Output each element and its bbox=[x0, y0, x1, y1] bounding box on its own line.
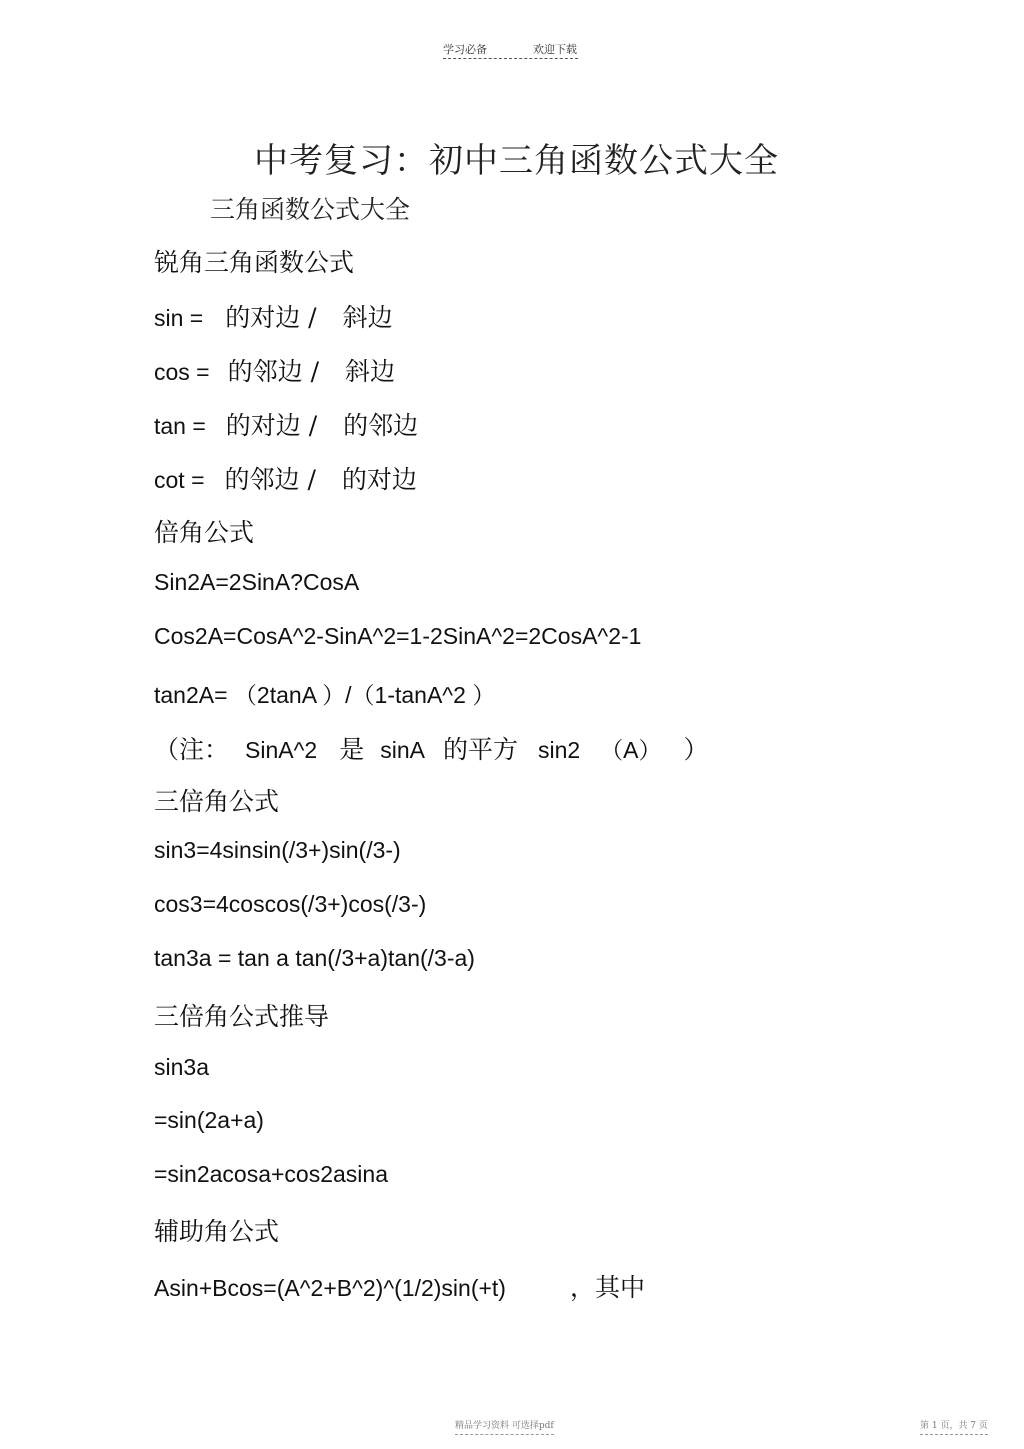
acute-ratio-a: 的邻边 / bbox=[224, 465, 316, 494]
page-header bbox=[443, 41, 578, 61]
footer-right-rule bbox=[920, 1434, 988, 1435]
page-subtitle: 三角函数公式大全 bbox=[210, 195, 411, 224]
note-term-b: sinA bbox=[380, 737, 425, 763]
double-angle-note bbox=[154, 730, 709, 766]
auxiliary-tail: ，其中 bbox=[569, 1273, 645, 1302]
note-term-d: （A） bbox=[600, 737, 662, 763]
page-title: 中考复习：初中三角函数公式大全 bbox=[254, 141, 779, 181]
formula-auxiliary bbox=[154, 1268, 645, 1304]
formula-cos3: cos3=4coscos(/3+)cos(/3-) bbox=[154, 891, 427, 917]
section-heading-acute: 锐角三角函数公式 bbox=[154, 248, 355, 277]
section-heading-derivation: 三倍角公式推导 bbox=[154, 1002, 330, 1031]
acute-fn: sin = bbox=[154, 305, 204, 331]
footer-left-rule bbox=[455, 1434, 554, 1435]
acute-row-cot bbox=[154, 460, 417, 496]
acute-ratio-b: 斜边 bbox=[342, 303, 393, 332]
note-term-c: sin2 bbox=[537, 737, 581, 763]
section-heading-double: 倍角公式 bbox=[154, 518, 255, 547]
acute-fn: cot = bbox=[154, 467, 205, 493]
formula-cos2a: Cos2A=CosA^2-SinA^2=1-2SinA^2=2CosA^2-1 bbox=[154, 623, 642, 649]
formula-sin2a: Sin2A=2SinA?CosA bbox=[154, 569, 360, 595]
note-open: （注： bbox=[154, 735, 230, 764]
footer-page-number: 第 1 页，共 7 页 bbox=[920, 1421, 988, 1431]
footer-right bbox=[920, 1418, 988, 1435]
acute-ratio-a: 的对边 / bbox=[225, 411, 318, 440]
acute-row-sin bbox=[154, 298, 393, 334]
derivation-step-3: =sin2acosa+cos2asina bbox=[154, 1161, 388, 1187]
note-term-a: SinA^2 bbox=[245, 737, 318, 763]
acute-fn: tan = bbox=[154, 413, 206, 439]
derivation-step-2: =sin(2a+a) bbox=[154, 1107, 264, 1133]
auxiliary-formula: Asin+Bcos=(A^2+B^2)^(1/2)sin(+t) bbox=[154, 1275, 506, 1301]
acute-ratio-b: 的对边 bbox=[341, 465, 417, 494]
note-close: ） bbox=[683, 735, 709, 764]
note-is: 是 bbox=[339, 735, 365, 764]
derivation-step-1: sin3a bbox=[154, 1054, 209, 1080]
header-left-text: 学习必备 bbox=[443, 43, 487, 56]
footer-left bbox=[455, 1418, 554, 1435]
formula-tan2a: tan2A= （2tanA ）/（1-tanA^2 ） bbox=[154, 682, 496, 708]
formula-sin3: sin3=4sinsin(/3+)sin(/3-) bbox=[154, 837, 401, 863]
header-right-text: 欢迎下载 bbox=[533, 43, 577, 56]
acute-row-cos bbox=[154, 352, 395, 388]
section-heading-auxiliary: 辅助角公式 bbox=[154, 1217, 280, 1246]
header-dashed-rule bbox=[443, 58, 578, 59]
acute-ratio-a: 的对边 / bbox=[225, 303, 317, 332]
formula-tan3a: tan3a = tan a tan(/3+a)tan(/3-a) bbox=[154, 945, 475, 971]
acute-ratio-b: 的邻边 bbox=[343, 411, 419, 440]
footer-left-text: 精品学习资料 可选择pdf bbox=[455, 1421, 554, 1431]
section-heading-triple: 三倍角公式 bbox=[154, 787, 280, 816]
acute-ratio-b: 斜边 bbox=[345, 357, 396, 386]
acute-row-tan bbox=[154, 406, 418, 442]
acute-fn: cos = bbox=[154, 359, 210, 385]
note-square: 的平方 bbox=[442, 735, 518, 764]
acute-ratio-a: 的邻边 / bbox=[227, 357, 319, 386]
